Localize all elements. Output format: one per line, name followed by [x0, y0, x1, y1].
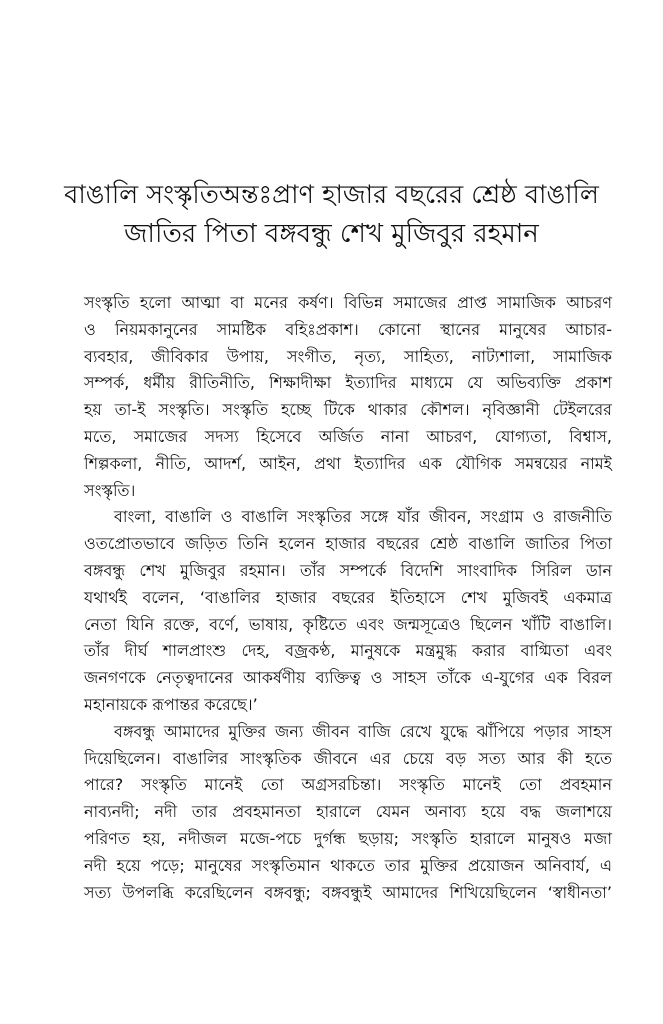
page-title: [60, 176, 603, 254]
text-line: সংস্কৃতি হলো আত্মা বা মনের কর্ষণ। বিভিন্ন সমাজের প্রাপ্ত সামাজিক আচরণ: [84, 293, 612, 312]
text-line: বঙ্গবন্ধু আমাদের মুক্তির জন্য জীবন বাজি রেখে যুদ্ধে ঝাঁপিয়ে পড়ার সাহস: [114, 721, 612, 741]
text-line: যথার্থই বলেন, ‘বাঙালির হাজার বছরের ইতিহাসে শেখ মুজিবই একমাত্র: [84, 587, 612, 607]
text-line: সংস্কৃতি।: [84, 480, 136, 500]
text-line: ওতপ্রোতভাবে জড়িত তিনি হলেন হাজার বছরের শ্রেষ্ঠ বাঙালি জাতির পিতা: [84, 534, 612, 554]
title-line-1: বাঙালি সংস্কৃতিঅন্তঃপ্রাণ হাজার বছরের শ্রেষ্ঠ বাঙালি: [64, 180, 599, 210]
text-line: সত্য উপলব্ধি করেছিলেন বঙ্গবন্ধু; বঙ্গবন্ধুই আমাদের শিখিয়েছিলেন ‘স্বাধীনতা’: [84, 882, 612, 902]
text-line: জনগণকে নেতৃত্বদানের আকর্ষণীয় ব্যক্তিত্ব ও সাহস তাঁকে এ-যুগের এক বিরল: [84, 668, 612, 688]
text-line: হয় তা-ই সংস্কৃতি। সংস্কৃতি হচ্ছে টিকে থাকার কৌশল। নৃবিজ্ঞানী টেইলরের: [84, 400, 612, 420]
text-line: পারে? সংস্কৃতি মানেই তো অগ্রসরচিন্তা। সংস্কৃতি মানেই তো প্রবহমান: [84, 775, 612, 795]
text-line: ও নিয়মকানুনের সামষ্টিক বহিঃপ্রকাশ। কোনো স্থানের মানুষের আচার-: [84, 319, 612, 339]
text-line: পরিণত হয়, নদীজল মজে-পচে দুর্গন্ধ ছড়ায়; সংস্কৃতি হারালে মানুষও মজা: [84, 828, 612, 848]
text-line: তাঁর দীর্ঘ শালপ্রাংশু দেহ, বজ্রকণ্ঠ, মানুষকে মন্ত্রমুগ্ধ করার বাগ্মিতা এবং: [84, 641, 612, 661]
text-line: নেতা যিনি রক্তে, বর্ণে, ভাষায়, কৃষ্টিতে এবং জন্মসূত্রেও ছিলেন খাঁটি বাঙালি।: [84, 614, 612, 634]
text-line: মহানায়কে রূপান্তর করেছে।’: [84, 694, 258, 714]
paragraph-1: [84, 290, 612, 504]
text-line: নদী হয়ে পড়ে; মানুষের সংস্কৃতিমান থাকতে তার মুক্তির প্রয়োজন অনিবার্য, এ: [84, 855, 612, 875]
text-line: বঙ্গবন্ধু শেখ মুজিবুর রহমান। তাঁর সম্পর্কে বিদেশি সাংবাদিক সিরিল ডান: [84, 560, 612, 580]
text-line: বাংলা, বাঙালি ও বাঙালি সংস্কৃতির সঙ্গে যাঁর জীবন, সংগ্রাম ও রাজনীতি: [114, 507, 612, 527]
text-line: নাব্যনদী; নদী তার প্রবহমানতা হারালে যেমন অনাব্য হয়ে বদ্ধ জলাশয়ে: [84, 802, 612, 822]
title-line-2: জাতির পিতা বঙ্গবন্ধু শেখ মুজিবুর রহমান: [124, 219, 539, 249]
text-line: শিল্পকলা, নীতি, আদর্শ, আইন, প্রথা ইত্যাদির এক যৌগিক সমন্বয়ের নামই: [84, 453, 612, 473]
text-line: ব্যবহার, জীবিকার উপায়, সংগীত, নৃত্য, সাহিত্য, নাট্যশালা, সামাজিক: [84, 346, 612, 366]
text-line: সম্পর্ক, ধর্মীয় রীতিনীতি, শিক্ষাদীক্ষা ইত্যাদির মাধ্যমে যে অভিব্যক্তি প্রকাশ: [84, 373, 612, 393]
text-line: মতে, সমাজের সদস্য হিসেবে অর্জিত নানা আচরণ, যোগ্যতা, বিশ্বাস,: [84, 426, 612, 446]
paragraph-3: [84, 719, 612, 907]
text-line: দিয়েছিলেন। বাঙালির সাংস্কৃতিক জীবনে এর চেয়ে বড় সত্য আর কী হতে: [84, 748, 612, 768]
body-text: [84, 290, 612, 906]
paragraph-2: [84, 504, 612, 718]
